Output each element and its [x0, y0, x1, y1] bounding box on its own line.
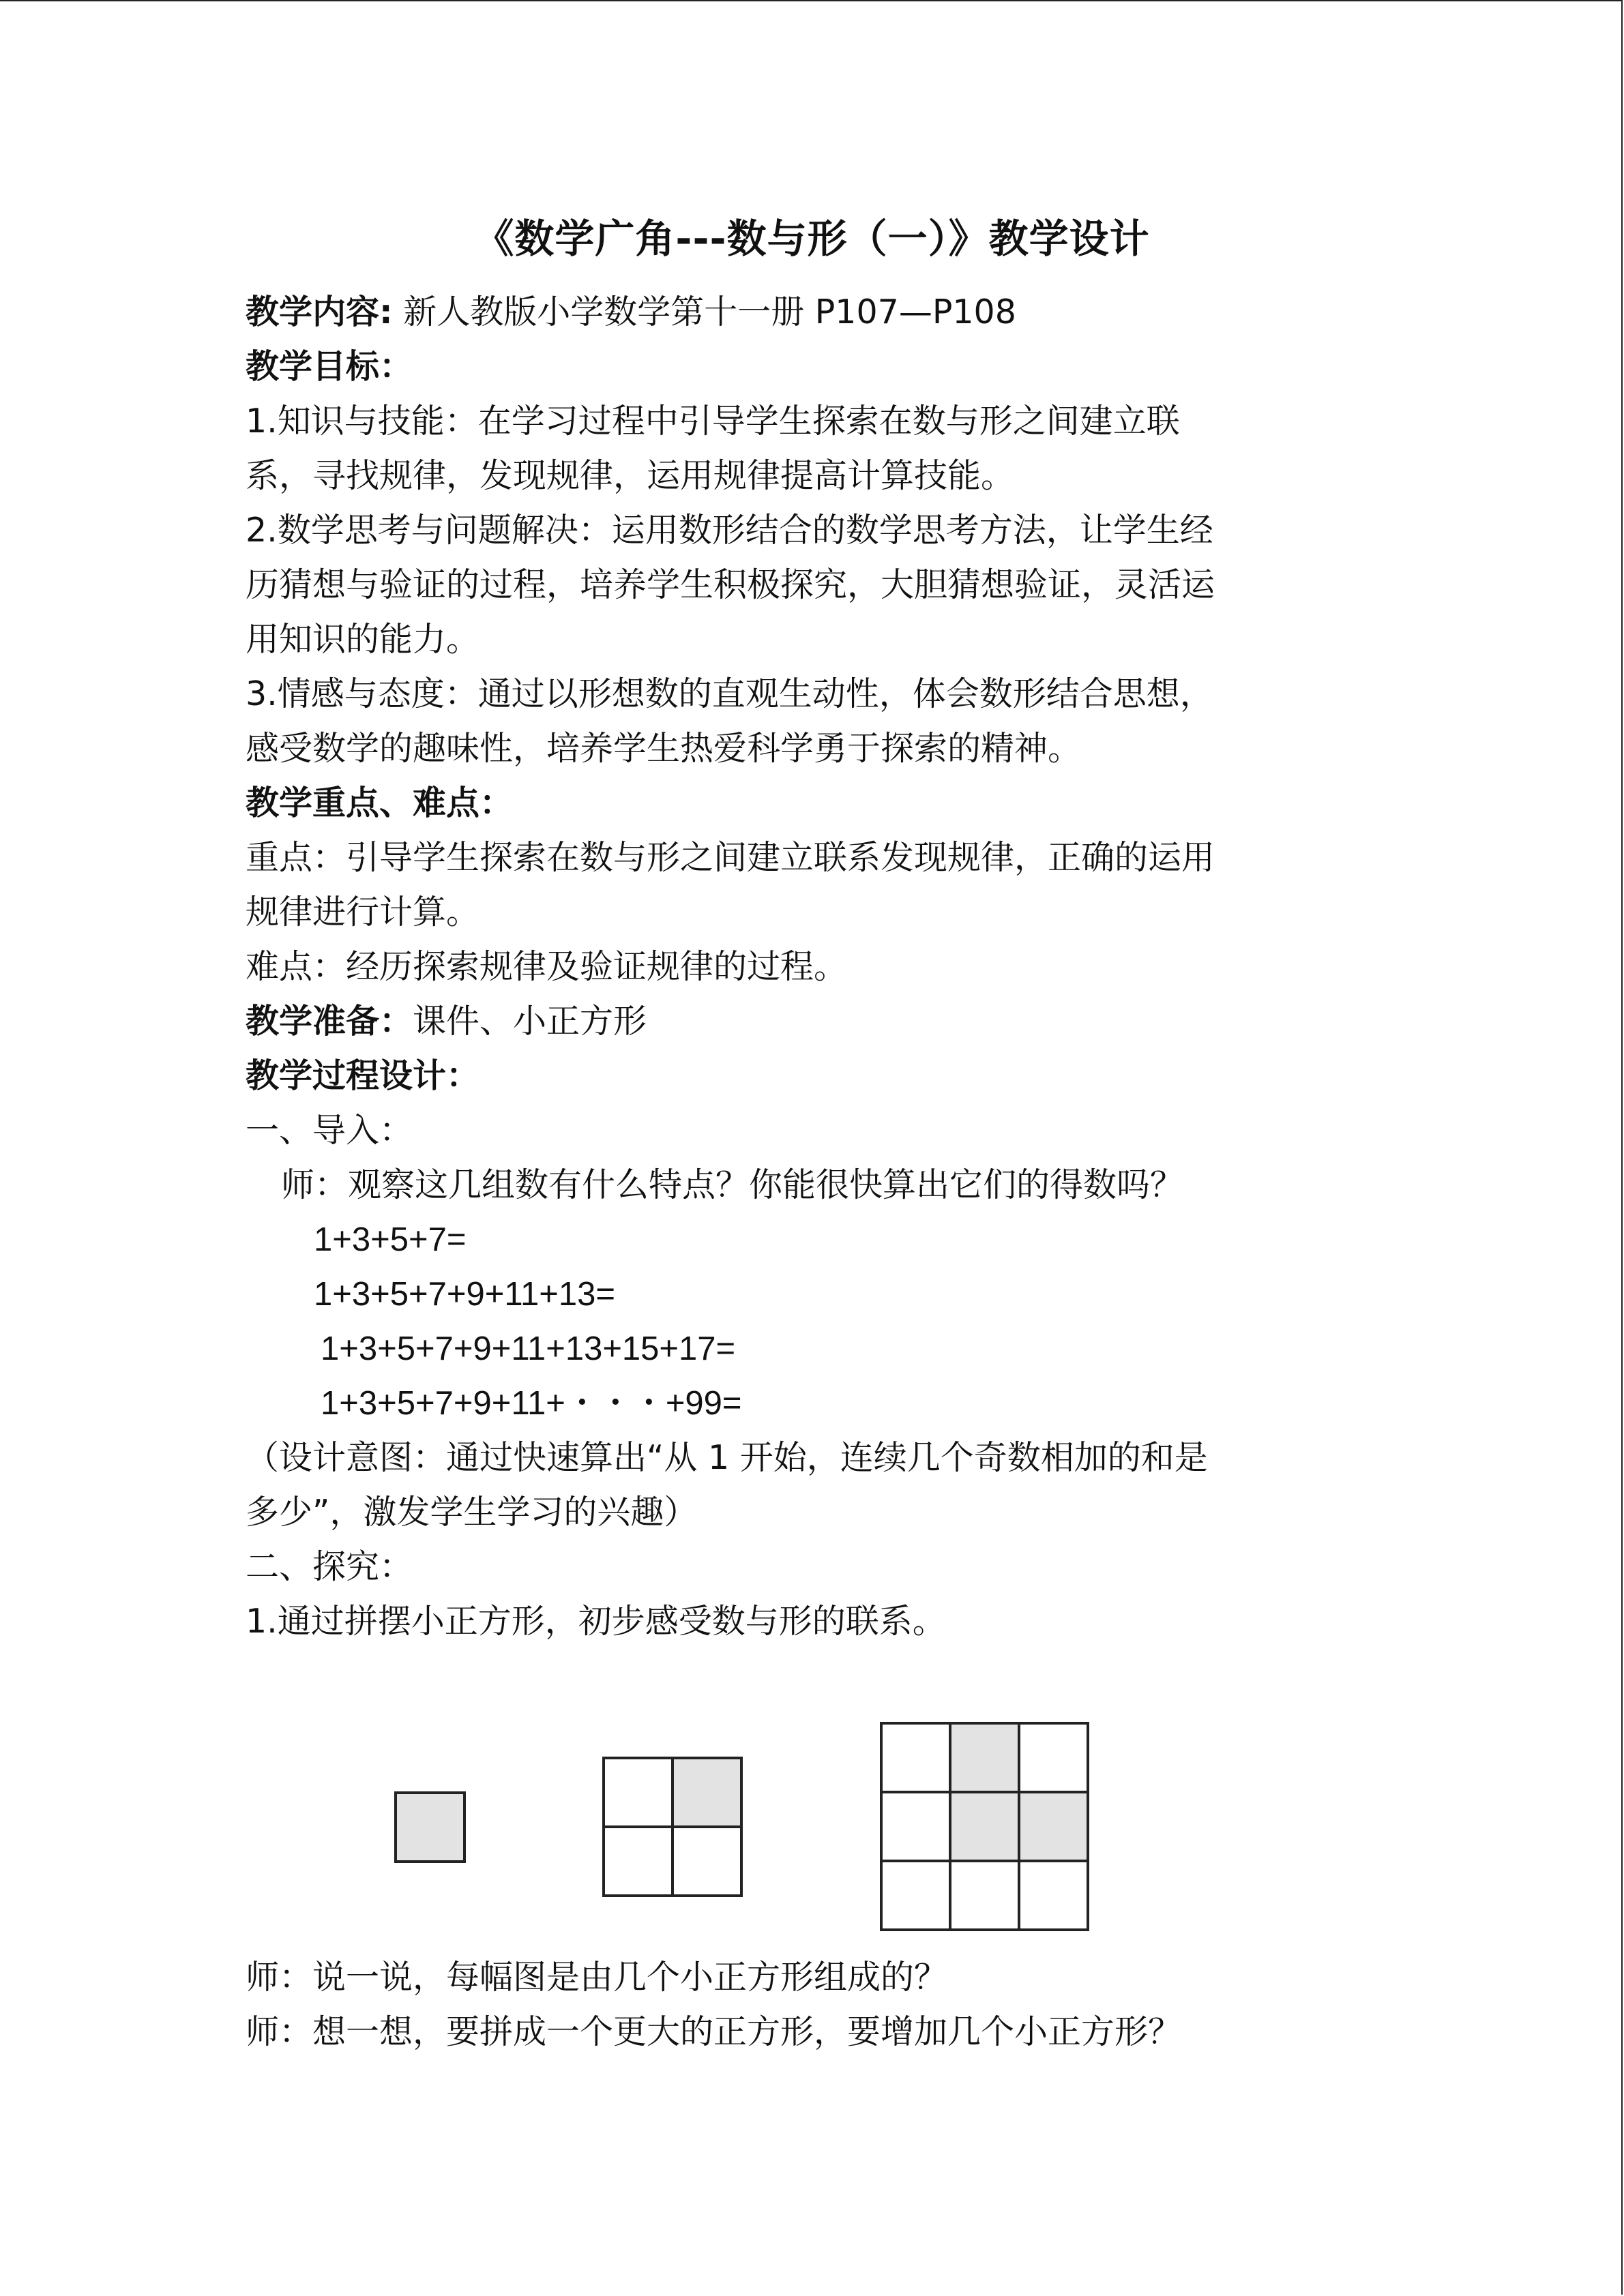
unit-square-shaded: [950, 1792, 1019, 1861]
objective-line: 感受数学的趣味性，培养学生热爱科学勇于探索的精神。: [246, 729, 1082, 768]
square-figures: [0, 1705, 1624, 1943]
keypoints-heading: 教学重点、难点：: [246, 784, 514, 822]
unit-square: [604, 1827, 673, 1896]
prep-label: 教学准备：: [246, 1002, 413, 1041]
unit-square: [881, 1792, 950, 1861]
prep-line: [246, 994, 1364, 1049]
objectives-heading: 教学目标：: [246, 347, 413, 386]
keypoint-line: 规律进行计算。: [246, 893, 480, 931]
unit-square-shaded: [950, 1723, 1019, 1792]
unit-square: [881, 1723, 950, 1792]
expression: 1+3+5+7=: [314, 1221, 467, 1258]
intro-heading: 一、导入：: [246, 1111, 413, 1150]
objective-line: 用知识的能力。: [246, 620, 480, 659]
expression: 1+3+5+7+9+11+13=: [314, 1276, 615, 1313]
objective-line: 历猜想与验证的过程，培养学生积极探究，大胆猜想验证，灵活运: [246, 565, 1215, 604]
unit-square: [673, 1827, 741, 1896]
teacher-prompt: 师：想一想，要拼成一个更大的正方形，要增加几个小正方形？: [246, 2012, 1182, 2051]
keypoint-line: 重点：引导学生探索在数与形之间建立联系发现规律，正确的运用: [246, 838, 1215, 877]
unit-square: [396, 1793, 464, 1862]
process-heading: 教学过程设计：: [246, 1056, 480, 1095]
unit-square: [604, 1758, 673, 1827]
explore-step: 1.通过拼摆小正方形，初步感受数与形的联系。: [246, 1602, 946, 1641]
document-body: [246, 285, 1364, 1649]
teacher-question: 师：观察这几组数有什么特点？你能很快算出它们的得数吗？: [281, 1165, 1184, 1204]
unit-square: [1019, 1861, 1088, 1930]
objective-line: 3.情感与态度：通过以形想数的直观生动性，体会数形结合思想，: [246, 674, 1213, 713]
explore-heading: 二、探究：: [246, 1547, 413, 1586]
keypoint-line: 难点：经历探索规律及验证规律的过程。: [246, 947, 848, 986]
objective-line: 2.数学思考与问题解决：运用数形结合的数学思考方法，让学生经: [246, 511, 1213, 550]
unit-square: [1019, 1723, 1088, 1792]
figure-3x3: [881, 1723, 1088, 1930]
teaching-content-label: 教学内容:: [246, 293, 393, 331]
objective-line: 系，寻找规律，发现规律，运用规律提高计算技能。: [246, 456, 1015, 495]
expression: 1+3+5+7+9+11+13+15+17=: [321, 1330, 736, 1367]
design-intent-line: （设计意图：通过快速算出“从 1 开始，连续几个奇数相加的和是: [246, 1438, 1208, 1477]
unit-square: [950, 1861, 1019, 1930]
figure-2x2: [604, 1758, 741, 1896]
figure-1x1: [396, 1793, 464, 1862]
prep-text: 课件、小正方形: [413, 1002, 647, 1041]
teacher-prompt: 师：说一说，每幅图是由几个小正方形组成的？: [246, 1958, 948, 1997]
teaching-content-line: [246, 285, 1364, 340]
after-figure-text: [246, 1950, 1364, 2059]
unit-square-shaded: [1019, 1792, 1088, 1861]
expression: 1+3+5+7+9+11+・・・+99=: [321, 1385, 742, 1422]
document-title: 《数学广角---数与形（一）》教学设计: [474, 215, 1150, 262]
unit-square: [881, 1861, 950, 1930]
design-intent-line: 多少”，激发学生学习的兴趣）: [246, 1493, 698, 1532]
unit-square-shaded: [673, 1758, 741, 1827]
teaching-content-text: 新人教版小学数学第十一册 P107—P108: [403, 293, 1016, 331]
objective-line: 1.知识与技能：在学习过程中引导学生探索在数与形之间建立联: [246, 402, 1180, 441]
